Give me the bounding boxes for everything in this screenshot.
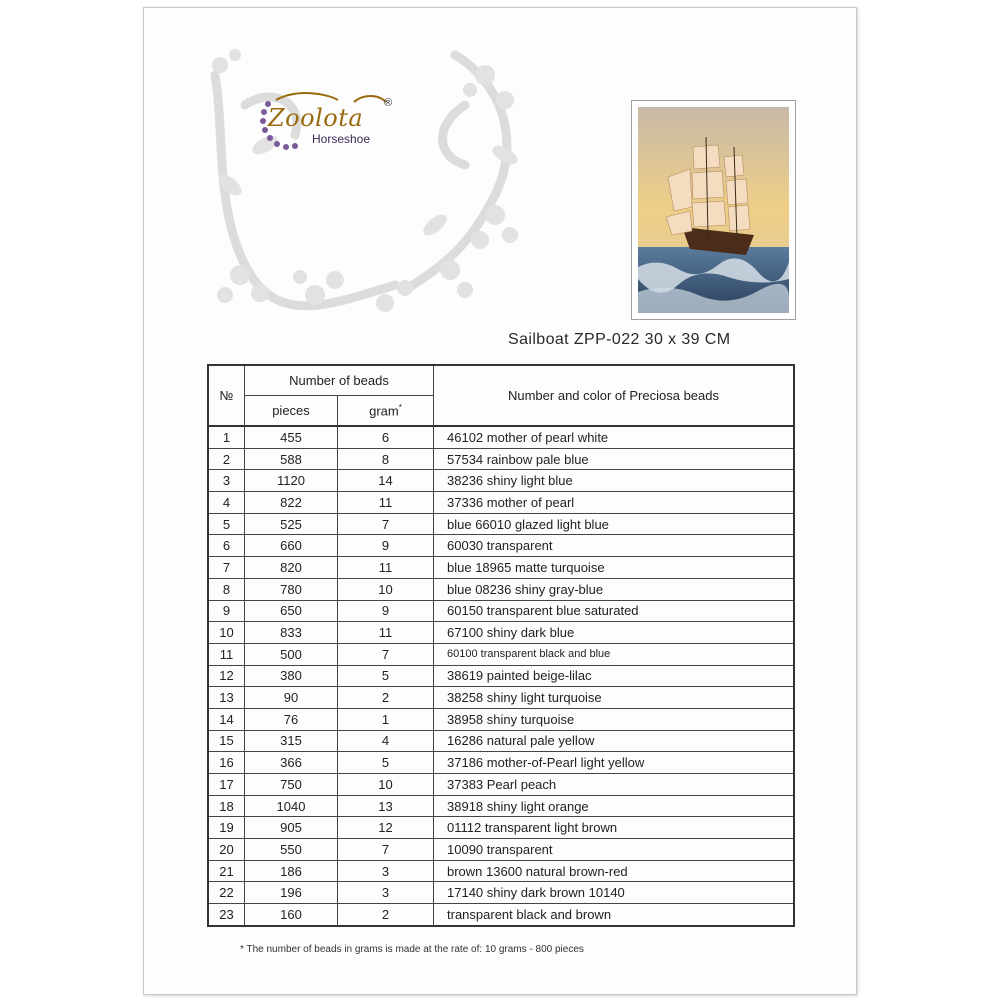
row-pieces: 660 — [245, 535, 338, 557]
row-color: 46102 mother of pearl white — [434, 426, 795, 448]
row-pieces: 650 — [245, 600, 338, 622]
row-gram: 3 — [338, 882, 434, 904]
product-image-frame — [631, 100, 796, 320]
row-gram: 5 — [338, 752, 434, 774]
row-number: 21 — [208, 860, 245, 882]
row-gram: 2 — [338, 687, 434, 709]
table-row — [208, 882, 794, 904]
row-color: 10090 transparent — [434, 839, 795, 861]
row-gram: 12 — [338, 817, 434, 839]
row-pieces: 160 — [245, 904, 338, 926]
registered-mark: ® — [384, 97, 393, 109]
row-number: 12 — [208, 665, 245, 687]
row-number: 1 — [208, 426, 245, 448]
row-number: 2 — [208, 448, 245, 470]
row-pieces: 525 — [245, 513, 338, 535]
footnote: * The number of beads in grams is made at the rate of: 10 grams - 800 pieces — [240, 944, 584, 955]
row-color: 38918 shiny light orange — [434, 795, 795, 817]
header-beads-group: Number of beads — [245, 365, 434, 396]
row-pieces: 455 — [245, 426, 338, 448]
row-number: 16 — [208, 752, 245, 774]
row-pieces: 196 — [245, 882, 338, 904]
table-row — [208, 665, 794, 687]
table-row — [208, 687, 794, 709]
row-number: 22 — [208, 882, 245, 904]
row-pieces: 1040 — [245, 795, 338, 817]
row-color: 67100 shiny dark blue — [434, 622, 795, 644]
row-gram: 6 — [338, 426, 434, 448]
row-pieces: 500 — [245, 643, 338, 665]
row-number: 3 — [208, 470, 245, 492]
table-row — [208, 839, 794, 861]
row-pieces: 750 — [245, 774, 338, 796]
row-color: 38619 painted beige-lilac — [434, 665, 795, 687]
row-number: 9 — [208, 600, 245, 622]
row-gram: 13 — [338, 795, 434, 817]
row-color: 57534 rainbow pale blue — [434, 448, 795, 470]
row-pieces: 76 — [245, 708, 338, 730]
row-number: 20 — [208, 839, 245, 861]
row-color: 01112 transparent light brown — [434, 817, 795, 839]
row-pieces: 820 — [245, 557, 338, 579]
row-gram: 10 — [338, 774, 434, 796]
row-pieces: 1120 — [245, 470, 338, 492]
logo-subtitle: Horseshoe — [312, 132, 371, 146]
row-pieces: 550 — [245, 839, 338, 861]
row-gram: 14 — [338, 470, 434, 492]
row-number: 23 — [208, 904, 245, 926]
row-pieces: 822 — [245, 492, 338, 514]
table-row — [208, 470, 794, 492]
row-color: 60100 transparent black and blue — [434, 643, 795, 665]
row-color: 60150 transparent blue saturated — [434, 600, 795, 622]
row-number: 13 — [208, 687, 245, 709]
row-pieces: 186 — [245, 860, 338, 882]
row-color: brown 13600 natural brown-red — [434, 860, 795, 882]
row-gram: 11 — [338, 557, 434, 579]
row-color: blue 66010 glazed light blue — [434, 513, 795, 535]
row-number: 7 — [208, 557, 245, 579]
row-pieces: 366 — [245, 752, 338, 774]
row-gram: 11 — [338, 492, 434, 514]
table-row — [208, 752, 794, 774]
table-row — [208, 492, 794, 514]
row-gram: 7 — [338, 513, 434, 535]
logo-wordmark: Zoolota — [268, 104, 364, 132]
row-number: 18 — [208, 795, 245, 817]
table-row — [208, 600, 794, 622]
row-number: 4 — [208, 492, 245, 514]
table-row — [208, 557, 794, 579]
row-number: 19 — [208, 817, 245, 839]
table-row — [208, 708, 794, 730]
row-gram: 9 — [338, 535, 434, 557]
row-gram: 11 — [338, 622, 434, 644]
row-pieces: 833 — [245, 622, 338, 644]
sailboat-image — [638, 107, 789, 313]
row-pieces: 90 — [245, 687, 338, 709]
row-pieces: 315 — [245, 730, 338, 752]
table-row — [208, 730, 794, 752]
row-number: 10 — [208, 622, 245, 644]
row-color: 37336 mother of pearl — [434, 492, 795, 514]
header-color: Number and color of Preciosa beads — [434, 365, 795, 426]
row-color: 37186 mother-of-Pearl light yellow — [434, 752, 795, 774]
table-row — [208, 578, 794, 600]
row-color: blue 08236 shiny gray-blue — [434, 578, 795, 600]
bead-table — [207, 364, 795, 927]
row-color: 16286 natural pale yellow — [434, 730, 795, 752]
table-row — [208, 643, 794, 665]
row-color: 37383 Pearl peach — [434, 774, 795, 796]
row-pieces: 588 — [245, 448, 338, 470]
table-row — [208, 817, 794, 839]
header-number: № — [208, 365, 245, 426]
row-number: 5 — [208, 513, 245, 535]
table-row — [208, 622, 794, 644]
row-color: 17140 shiny dark brown 10140 — [434, 882, 795, 904]
row-gram: 9 — [338, 600, 434, 622]
row-number: 15 — [208, 730, 245, 752]
page-title: Sailboat ZPP-022 30 x 39 CM — [508, 331, 731, 348]
row-gram: 3 — [338, 860, 434, 882]
table-row — [208, 448, 794, 470]
row-gram: 8 — [338, 448, 434, 470]
table-row — [208, 535, 794, 557]
row-gram: 2 — [338, 904, 434, 926]
header-pieces: pieces — [245, 396, 338, 427]
bead-table-body — [208, 426, 794, 926]
row-color: 38236 shiny light blue — [434, 470, 795, 492]
header-gram-label: gram — [369, 403, 399, 419]
row-color: 60030 transparent — [434, 535, 795, 557]
table-row — [208, 795, 794, 817]
row-pieces: 780 — [245, 578, 338, 600]
floral-ornament-icon — [205, 45, 530, 315]
row-number: 11 — [208, 643, 245, 665]
row-number: 6 — [208, 535, 245, 557]
row-gram: 7 — [338, 839, 434, 861]
table-row — [208, 774, 794, 796]
row-number: 8 — [208, 578, 245, 600]
table-row — [208, 513, 794, 535]
row-gram: 5 — [338, 665, 434, 687]
row-number: 14 — [208, 708, 245, 730]
row-gram: 10 — [338, 578, 434, 600]
row-number: 17 — [208, 774, 245, 796]
row-color: blue 18965 matte turquoise — [434, 557, 795, 579]
table-row — [208, 904, 794, 926]
row-pieces: 905 — [245, 817, 338, 839]
header-gram — [338, 396, 434, 427]
row-color: 38258 shiny light turquoise — [434, 687, 795, 709]
row-gram: 4 — [338, 730, 434, 752]
row-pieces: 380 — [245, 665, 338, 687]
header-gram-mark: * — [398, 402, 402, 412]
table-row — [208, 860, 794, 882]
row-gram: 7 — [338, 643, 434, 665]
row-color: 38958 shiny turquoise — [434, 708, 795, 730]
table-row — [208, 426, 794, 448]
row-gram: 1 — [338, 708, 434, 730]
row-color: transparent black and brown — [434, 904, 795, 926]
